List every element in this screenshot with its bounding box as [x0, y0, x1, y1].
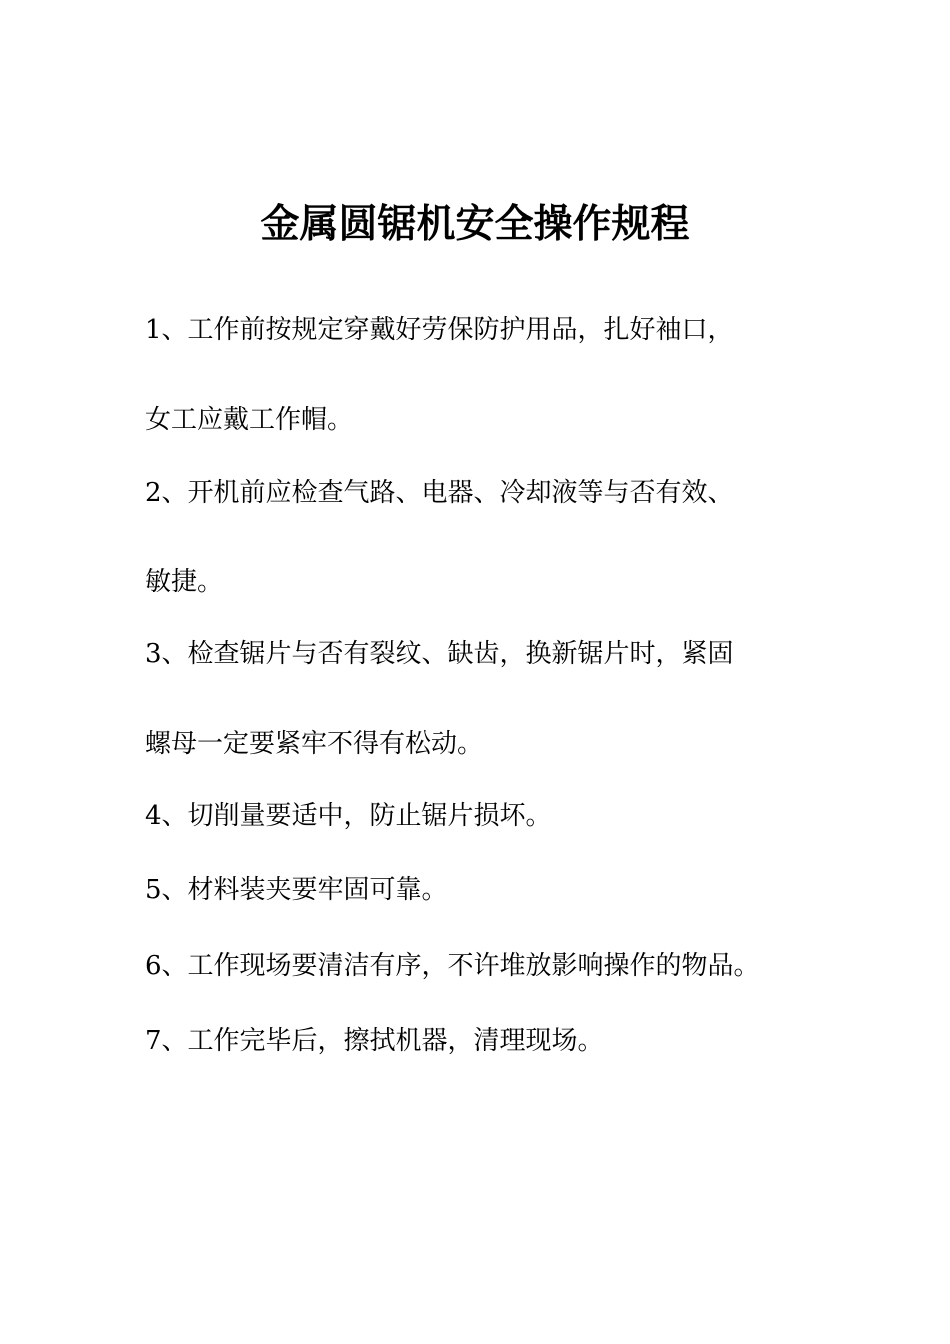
- rule-2-line-2: 敏捷。: [145, 567, 224, 597]
- rule-3-line-2: 螺母一定要紧牢不得有松动。: [145, 729, 484, 759]
- rule-6: 6、工作现场要清洁有序，不许堆放影响操作的物品。: [145, 951, 760, 981]
- rule-4: 4、切削量要适中，防止锯片损坏。: [145, 801, 552, 831]
- rule-5: 5、材料装夹要牢固可靠。: [145, 875, 448, 905]
- rule-1-line-2: 女工应戴工作帽。: [145, 405, 354, 435]
- rule-2-line-1: 2、开机前应检查气路、电器、冷却液等与否有效、: [145, 478, 734, 508]
- rule-3-line-1: 3、检查锯片与否有裂纹、缺齿，换新锯片时，紧固: [145, 639, 734, 669]
- document-title: 金属圆锯机安全操作规程: [260, 201, 690, 247]
- rule-7: 7、工作完毕后，擦拭机器，清理现场。: [145, 1026, 604, 1056]
- rule-1-line-1: 1、工作前按规定穿戴好劳保防护用品，扎好袖口，: [145, 315, 734, 345]
